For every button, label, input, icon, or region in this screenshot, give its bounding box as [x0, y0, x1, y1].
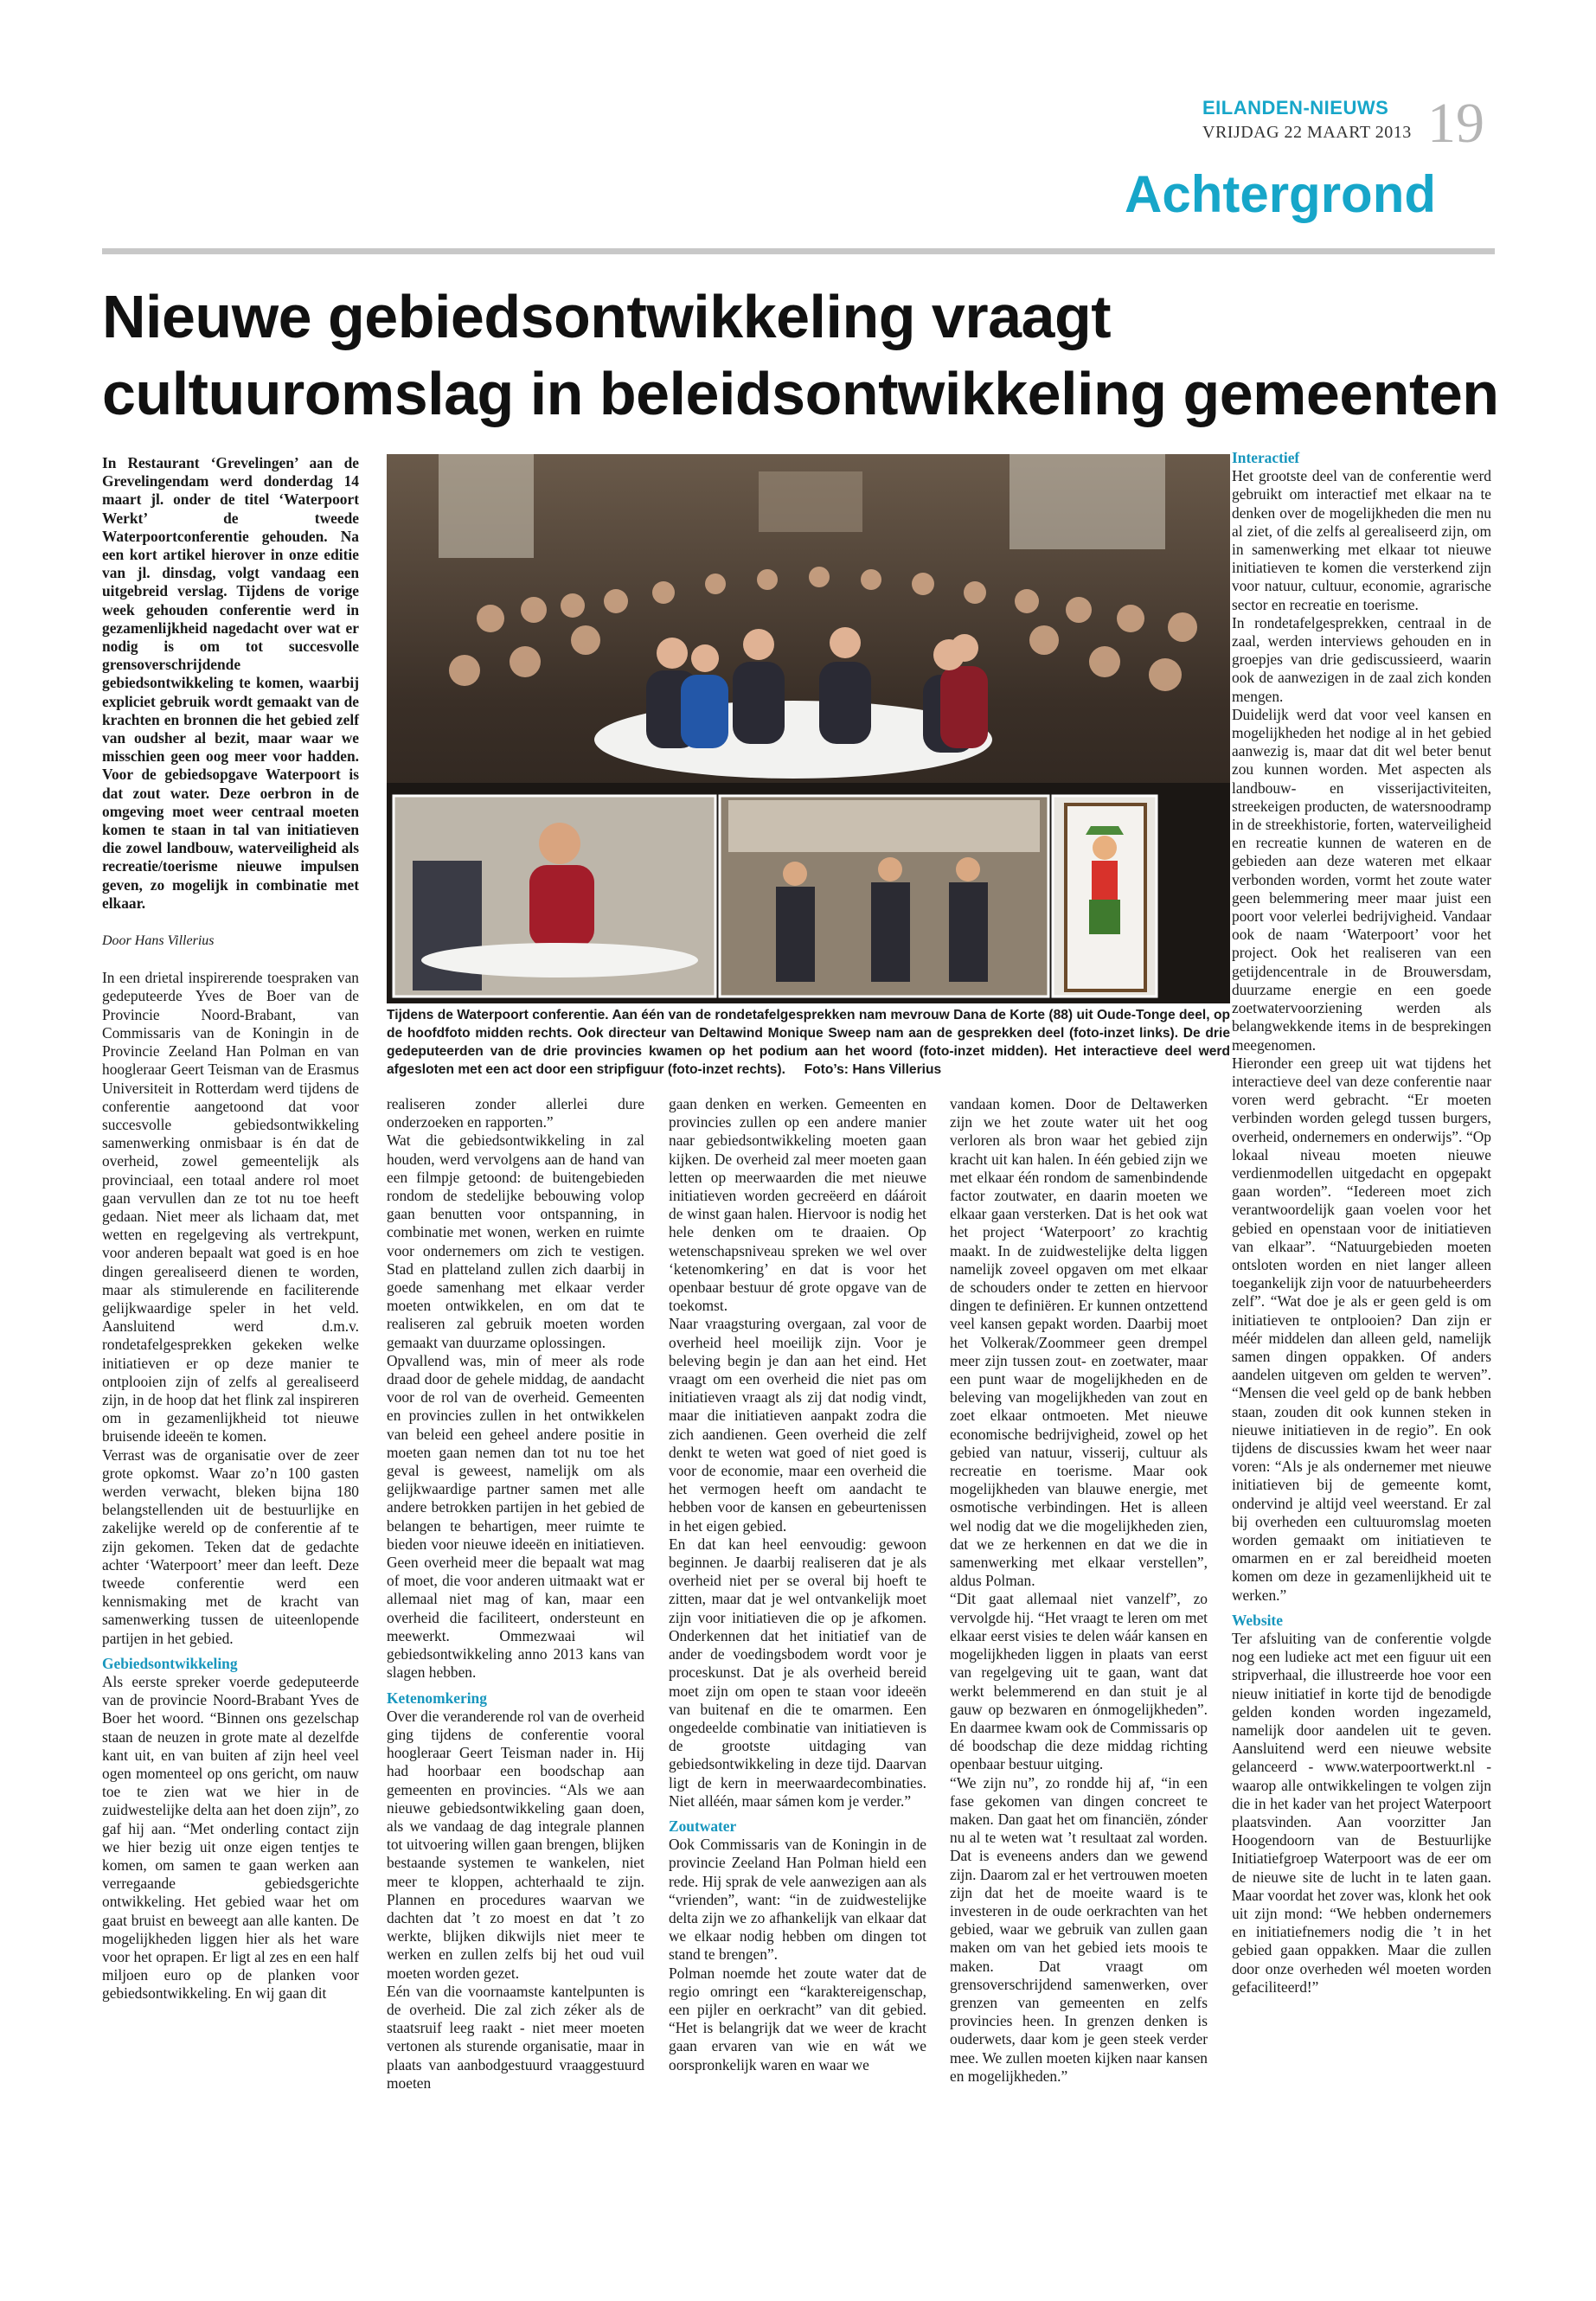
column-3: [669, 1095, 926, 2074]
section-title: Achtergrond: [1125, 165, 1436, 223]
masthead: EILANDEN-NIEUWS: [1202, 97, 1389, 119]
paragraph: Over die veranderende rol van de overheid ging tijdens de conferentie vooral hoogleraar Geert Teisman nader in. Hij had hoorbaar een boodschap aan gemeenten en provincies. “Als we aan nieuwe gebiedsontwikkeling gaan doen, als we vandaag de dag integrale plannen tot uitvoering willen gaan brengen, blijken bestaande systemen te wankelen, niet meer te kloppen, achterhaald te zijn. Plannen en procedures waarvan we dachten dat ’t zo moest en dat ’t zo werkte, blijken dikwijls niet meer te werken en zullen zelfs bij het oud vuil moeten worden gezet.: [387, 1707, 644, 1982]
page-number: 19: [1427, 92, 1484, 155]
subheading: Gebiedsontwikkeling: [102, 1654, 238, 1672]
headline: Nieuwe gebiedsontwikkeling vraagt cultuuromslag in beleidsontwikkeling gemeenten: [102, 283, 1499, 427]
paragraph: Opvallend was, min of meer als rode draad door de gehele middag, de aandacht voor de rol van de overheid. Gemeenten en provincies zullen in het ontwikkelen van beleid een geheel andere positie in moeten gaan nemen dan tot nu toe het geval is geweest, namelijk om als gelijkwaardige partner samen met alle andere betrokken partijen in het gebied de belangen te behartigen, meer ruimte te bieden voor nieuwe ideeën en initiatieven. Geen overheid meer die bepaalt wat mag of moet, die voor anderen uitmaakt wat er allemaal niet mag of kan, maar een overheid die faciliteert, ondersteunt en meewerkt. Ommezwaai wil gebiedsontwikkeling anno 2013 kans van slagen hebben.: [387, 1351, 644, 1682]
paragraph: Ter afsluiting van de conferentie volgde nog een ludieke act met een figuur uit een stripverhaal, die illustreerde hoe voor een nieuw initiatief in korte tijd de benodigde gelden konden worden ingezameld, namelijk door aandelen uit te geven. Aansluitend werd een nieuwe website gelanceerd - www.waterpoortwerkt.nl - waarop alle ontwikkelingen te volgen zijn die in het kader van het project Waterpoort plaatsvinden. Aan voorzitter Jan Hoogendoorn van de Bestuurlijke Initiatiefgroep Waterpoort was de eer om de nieuwe site de lucht in te laten gaan. Maar voordat het zover was, klonk het ook uit zijn mond: “We hebben ondernemers en initiatiefnemers nodig die ’t in het gebied gaan oppakken. Maar die zullen door onze overheden wél moeten worden gefaciliteerd!”: [1232, 1630, 1491, 1996]
column-4: [950, 1095, 1208, 2086]
issue-date: VRIJDAG 22 MAART 2013: [1202, 123, 1412, 142]
subheading: Zoutwater: [669, 1817, 737, 1835]
header-rule: [102, 248, 1495, 254]
subheading: Website: [1232, 1611, 1283, 1629]
paragraph: In rondetafelgesprekken, centraal in de zaal, werden interviews gehouden en in groepjes van drie gediscussieerd, waarin ook de aanwezigen in de zaal zich konden mengen.: [1232, 613, 1491, 705]
column-1: [102, 454, 359, 2003]
paragraph: Naar vraagsturing overgaan, zal voor de overheid heel moeilijk zijn. Voor je beleving begin je dan aan het eind. Het vraagt om een overheid die niet pas om initiatieven vraagt als zij dat nodig vindt, maar die initiatieven aanpakt zodra die zich aandienen. Geen overheid die zelf denkt te weten wat goed of niet goed is voor de economie, maar een overheid die het vermogen heeft om aandacht te hebben voor de kansen en gebeurtenissen in het eigen gebied.: [669, 1315, 926, 1535]
paragraph: gaan denken en werken. Gemeenten en provincies zullen op een andere manier naar gebiedsontwikkeling moeten gaan kijken. De overheid zal meer moeten gaan letten op meerwaarden die met nieuwe initiatieven worden gecreëerd en dáároit de winst gaan halen. Hiervoor is nodig het hele denken om te draaien. Op wetenschapsniveau spreken we wel over ‘ketenomkering’ en dat is voor het openbaar bestuur dé grote opgave van de toekomst.: [669, 1095, 926, 1315]
paragraph: Hieronder een greep uit wat tijdens het interactieve deel van deze conferentie naar voren werd gebracht. “Er moeten verbinden worden gelegd tussen burgers, overheid, ondernemers en onderwijs”. “Op lokaal niveau moeten nieuwe verdienmodellen uitgedacht en opgepakt gaan worden”. “Iedereen moet zich verantwoordelijk gaan voelen voor het gebied en openstaan voor de initiatieven van elkaar”. “Natuurgebieden moeten ontsloten worden en niet langer alleen toegankelijk zijn voor de natuurbeheerders zelf”. “Wat doe je als er geen geld is om initiatieven te ontplooien? Dan zijn er méér middelen dan alleen geld, namelijk samen dingen oppakken. Of anders aandelen uitgeven om gelden te werven”. “Mensen die veel geld op de bank hebben staan, zouden dit ook kunnen steken in nieuwe initiatieven in de regio”. En ook tijdens de discussies kwam het weer naar voren: “Als je als ondernemer met nieuwe initiatieven bij de gemeente komt, ondervind je altijd veel weerstand. Er zal bij overheden een cultuuromslag moeten worden gemaakt om initiatieven te omarmen en er zal bereidheid moeten komen om deze in gezamenlijkheid uit te werken.”: [1232, 1054, 1491, 1604]
paragraph: Eén van die voornaamste kantelpunten is de overheid. Die zal zich zéker als de staatsruif leeg raakt - niet meer moeten vertonen als sturende organisatie, maar in plaats van aanbodgestuurd vraaggestuurd moeten: [387, 1982, 644, 2092]
paragraph: Ook Commissaris van de Koningin in de provincie Zeeland Han Polman hield een rede. Hij sprak de vele aanwezigen aan als “vrienden”, want: “in de zuidwestelijke delta zijn we zo afhankelijk van elkaar dat we elkaar nodig hebben om dingen tot stand te brengen”.: [669, 1836, 926, 1964]
column-5: [1232, 449, 1491, 1997]
paragraph: Het grootste deel van de conferentie werd gebruikt om interactief met elkaar na te denken over de mogelijkheden die men nu al ziet, of die zelfs al gerealiseerd zijn, om in samenwerking met elkaar tot nieuwe initiatieven te komen die versterkend zijn voor natuur, cultuur, economie, agrarische sector en recreatie en toerisme.: [1232, 467, 1491, 613]
paragraph: Als eerste spreker voerde gedeputeerde van de provincie Noord-Brabant Yves de Boer het woord. “Binnen ons gezelschap staan de neuzen in grote mate al dezelfde kant uit, en van buiten af zijn heel veel ogen momenteel op ons gericht, om nauw toe te zien wat we hier in de zuidwestelijke delta aan het doen zijn”, zo gaf hij aan. “Met onderling contact zijn we hier bezig uit onze eigen tentjes te komen, om samen te gaan werken aan verregaande gebiedsgerichte ontwikkeling. Het gebied waar het om gaat bruist en beweegt aan alle kanten. De mogelijkheden liggen hier als het ware voor het oprapen. Er ligt al zes en een half miljoen euro op de planken voor gebiedsontwikkeling. En wij gaan dit: [102, 1673, 359, 2003]
caption-text: Tijdens de Waterpoort conferentie. Aan één van de rondetafelgesprekken nam mevrouw Dana de Korte (88) uit Oude-Tonge deel, op de hoofdfoto midden rechts. Ook directeur van Deltawind Monique Sweep nam aan de gesprekken deel (foto-inzet links). De drie gedeputeerden van de drie provincies kwamen op het podium aan het woord (foto-inzet midden). Het interactieve deel werd afgesloten met een act door een stripfiguur (foto-inzet rechts).: [387, 1008, 1230, 1077]
paragraph: “Dit gaat allemaal niet vanzelf”, zo vervolgde hij. “Het vraagt te leren om met elkaar eerst visies te delen wáár kansen en mogelijkheden liggen in plaats van eerst van regelgeving uit te gaan, want dat werkt belemmerend en dan stuit je al gauw op bezwaren en ónmogelijkheden”. En daarmee kwam ook de Commissaris op dé boodschap die deze middag richting openbaar bestuur uitging.: [950, 1590, 1208, 1773]
photo-illustration: [387, 454, 1230, 1003]
paragraph: Verrast was de organisatie over de zeer grote opkomst. Waar zo’n 100 gasten werden verwacht, bleken bijna 180 belangstellenden uit de bestuurlijke en zakelijke wereld op de conferentie af te zijn gekomen. Teken dat de gedachte achter ‘Waterpoort’ meer dan leeft. Deze tweede conferentie werd een kennismaking met de kracht van samenwerking tussen de uiteenlopende partijen in het gebied.: [102, 1445, 359, 1647]
paragraph: Polman noemde het zoute water dat de regio omringt een “karaktereigenschap, een pijler en oerkracht” van dit gebied. “Het is belangrijk dat we weer de kracht gaan ervaren van wie en wát we oorspronkelijk waren en waar we: [669, 1964, 926, 2073]
conference-photo: [387, 454, 1230, 1003]
paragraph: En dat kan heel eenvoudig: gewoon beginnen. Je daarbij realiseren dat je als overheid niet per se overal bij hoeft te zitten, maar dat je wel ontvankelijk moet zijn voor initiatieven die op je afkomen. Onderkennen dat het initiatief van de ander de voedingsbodem wordt voor je proceskunst. Dat je als overheid bereid moet zijn om open te staan voor ideeën van buitenaf en die te omarmen. Een ongedeelde combinatie van initiatieven is de grootste uitdaging van gebiedsontwikkeling in deze tijd. Daarvan ligt de kern in meerwaardecombinaties. Niet alléén, maar sámen kom je verder.”: [669, 1535, 926, 1810]
photo-caption: [387, 1006, 1230, 1079]
lead-paragraph: In Restaurant ‘Grevelingen’ aan de Grevelingendam werd donderdag 14 maart jl. onder de titel ‘Waterpoort Werkt’ de tweede Waterpoortconferentie gehouden. Na een kort artikel hierover in onze editie van jl. dinsdag, volgt vandaag een uitgebreid verslag. Tijdens de vorige week gehouden conferentie werd in gezamenlijkheid nagedacht over wat er nodig is om tot succesvolle grensoverschrijdende gebiedsontwikkeling te komen, waarbij expliciet gebruik wordt gemaakt van de krachten en bronnen die het gebied zelf van oudsher al bezit, maar waar we misschien geen oog meer voor hadden. Voor de gebiedsopgave Waterpoort is dat zout water. Deze oerbron in de omgeving moet weer centraal moeten komen te staan in tal van initiatieven die zowel landbouw, waterveiligheid als recreatie/toerisme nieuwe impulsen geven, zo mogelijk in combinatie met elkaar.: [102, 454, 359, 912]
subheading: Interactief: [1232, 449, 1300, 466]
paragraph: vandaan komen. Door de Deltawerken zijn we het zoute water uit het oog verloren als bron waar het gebied zijn kracht uit kan halen. In één gebied zijn we met elkaar één rondom de samenbindende factor zoutwater, en daarin moeten we elkaar gaan versterken. Dat is het ook wat het project ‘Waterpoort’ zo krachtig maakt. In de zuidwestelijke delta liggen namelijk zoveel opgaven om met elkaar de schouders onder te zetten en hiervoor dingen te definiëren. Er kunnen ontzettend veel kansen gepakt worden. Daarbij moet het Volkerak/Zoommeer geen drempel meer zijn tussen zout- en zoetwater, maar een punt waar de mogelijkheden en de beleving van mogelijkheden van zout en zoet elkaar ontmoeten. Met nieuwe economische bedrijvigheid, zowel op het gebied van natuur, visserij, cultuur als recreatie en toerisme. Maar ook mogelijkheden van blauwe energie, met osmotische verbindingen. Het is alleen wel nodig dat we die mogelijkheden zien, dat we ze herkennen en dat we die in samenwerking met elkaar verstellen”, aldus Polman.: [950, 1095, 1208, 1590]
column-2: [387, 1095, 644, 2093]
paragraph: realiseren zonder allerlei dure onderzoeken en rapporten.”: [387, 1095, 644, 1131]
subheading: Ketenomkering: [387, 1689, 487, 1707]
paragraph: Wat die gebiedsontwikkeling in zal houden, werd vervolgens aan de hand van een filmpje getoond: de buitengebieden rondom de stedelijke bebouwing volop gaan benutten voor ontspanning, in combinatie met wonen, werken en ruimte voor ondernemers om zich te vestigen. Stad en platteland zullen zich daarbij in goede samenhang met elkaar verder moeten ontwikkelen, en om dat te realiseren zal gebruik moeten worden gemaakt van duurzame oplossingen.: [387, 1131, 644, 1351]
photo-credit: Foto’s: Hans Villerius: [804, 1062, 942, 1077]
paragraph: Duidelijk werd dat voor veel kansen en mogelijkheden het nodige al in het gebied aanwezig is, maar dat dit wel beter benut zou kunnen worden. Met aspecten als landbouw- en visserijactiviteiten, streekeigen producten, de watersnoodramp in de streekhistorie, forten, waterveiligheid en recreatie kunnen de wateren en de gebieden aan deze wateren met elkaar verbonden worden, vormt het zoute water geen belemmering meer maar juist een poort voor velerlei bedrijvigheid. Vandaar ook de naam ‘Waterpoort’ voor het project. Ook het realiseren van een getijdencentrale in de Brouwersdam, duurzame energie en een goede zoetwatervoorziening werden als belangwekkende items in de besprekingen meegenomen.: [1232, 705, 1491, 1054]
paragraph: “We zijn nu”, zo rondde hij af, “in een fase gekomen van dingen concreet te maken. Dan gaat het om financiën, zónder nu al te weten wat ’t resultaat zal worden. Dat is eveneens anders dan we gewend zijn. Daarom zal er het vertrouwen moeten zijn dat het de moeite waard is te investeren in de oude oerkrachten van het gebied, waar we gebruik van zullen gaan maken om van het gebied iets moois te maken. Dat vraagt om grensoverschrijdend samenwerken, over grenzen van gemeenten en zelfs provincies heen. In grenzen denken is ouderwets, daar kom je geen steek verder mee. We zullen moeten kijken naar kansen en mogelijkheden.”: [950, 1773, 1208, 2085]
byline: Door Hans Villerius: [102, 933, 215, 949]
paragraph: In een drietal inspirerende toespraken van gedeputeerde Yves de Boer van de Provincie Noord-Brabant, van Commissaris van de Koningin in de Provincie Zeeland Han Polman en van hoogleraar Geert Teisman van de Erasmus Universiteit in Rotterdam werd tijdens de conferentie aangetoond dat voor succesvolle gebiedsontwikkeling samenwerking onmisbaar is én dat de overheid, zowel gemeentelijk als provinciaal, een totaal andere rol moet gaan vervullen dan ze tot nu toe heeft gedaan. Niet meer als lichaam dat, met wetten en regelgeving als vertrekpunt, voor anderen bepaalt wat goed is en hoe dingen gerealiseerd dienen te worden, maar als stimulerende en faciliterende gelijkwaardige speler in het veld. Aansluitend werd d.m.v. rondetafelgesprekken gekeken welke initiatieven er op deze manier te ontplooien zijn of zelfs al gerealiseerd zijn, in de hoop dat het flink zal inspireren om in gezamenlijkheid tot nieuwe bruisende ideeën te komen.: [102, 969, 359, 1445]
